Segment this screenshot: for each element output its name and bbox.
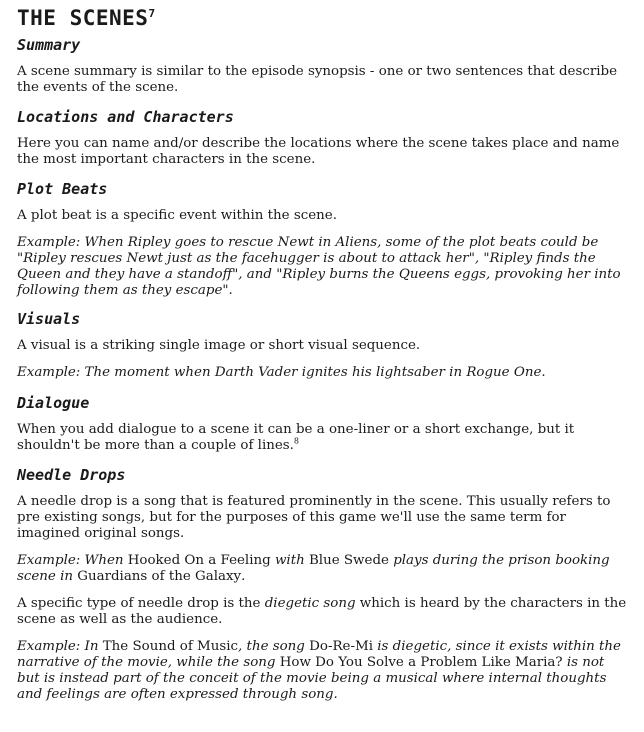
example1-part-e: plays during the prison booking scene in (17, 553, 610, 584)
example2-part-e: is diegetic, since it exists within the narrative of the movie, while the song (17, 639, 621, 670)
example2-part-a: Example: In (17, 639, 103, 654)
visuals-body: A visual is a striking single image or short visual sequence. (17, 338, 421, 353)
needle-drops-example-1 (17, 553, 627, 585)
example2-part-g: is not but is instead part of the conceit of the movie being a musical where internal thoughts and feelings are often expressed through song. (17, 655, 607, 702)
needle-drops-example-2 (17, 639, 627, 703)
example1-song-title: Hooked On a Feeling (127, 553, 271, 568)
example2-song-2: How Do You Solve a Problem Like Maria? (279, 655, 563, 670)
needle-drops-body-2 (17, 596, 627, 628)
example1-movie-title: Guardians of the Galaxy (77, 569, 242, 584)
needle-drops-body: A needle drop is a song that is featured prominently in the scene. This usually refers to pre existing songs, but for the purposes of this game we'll use the same term for imagined original songs. (17, 494, 611, 541)
locations-body: Here you can name and/or describe the locations where the scene takes place and name the most important characters in the scene. (17, 136, 620, 167)
document-page (17, 4, 627, 703)
example2-movie-title: The Sound of Music (102, 639, 239, 654)
title-footnote-marker: 7 (148, 7, 156, 20)
section-heading-dialogue: Dialogue (17, 394, 90, 412)
body2-term: diegetic song (264, 596, 356, 611)
example2-part-c: , the song (238, 639, 310, 654)
dialogue-body-text: When you add dialogue to a scene it can be a one-liner or a short exchange, but it shouldn't be more than a couple of lines. (17, 422, 575, 453)
section-heading-needle-drops: Needle Drops (17, 466, 126, 484)
section-heading-locations: Locations and Characters (17, 108, 234, 126)
visuals-example: Example: The moment when Darth Vader ignites his lightsaber in Rogue One. (17, 365, 546, 380)
example1-part-g: . (241, 569, 246, 584)
example1-part-a: Example: When (17, 553, 128, 568)
example1-artist: Blue Swede (308, 553, 389, 568)
body2-part-c: which is heard by the characters in the scene as well as the audience. (17, 596, 627, 627)
page-title (17, 4, 627, 32)
section-heading-plot-beats: Plot Beats (17, 180, 108, 198)
summary-body: A scene summary is similar to the episode synopsis - one or two sentences that describe the events of the scene. (17, 64, 618, 95)
example1-part-c: with (270, 553, 309, 568)
example2-song-1: Do-Re-Mi (309, 639, 373, 654)
page-title-text: THE SCENES (17, 6, 149, 30)
dialogue-footnote-marker: 8 (293, 436, 300, 446)
section-heading-visuals: Visuals (17, 310, 81, 328)
plot-beats-body: A plot beat is a specific event within the scene. (17, 208, 337, 223)
section-heading-summary: Summary (17, 36, 81, 54)
dialogue-body (17, 422, 627, 454)
plot-beats-example: Example: When Ripley goes to rescue Newt in Aliens, some of the plot beats could be "Ripley rescues Newt just as the facehugger is about to attack her", "Ripley finds the Queen and they have a standoff", and "Ripley burns the Queens eggs, provoking her into following them as they escape". (17, 235, 621, 298)
body2-part-a: A specific type of needle drop is the (17, 596, 265, 611)
